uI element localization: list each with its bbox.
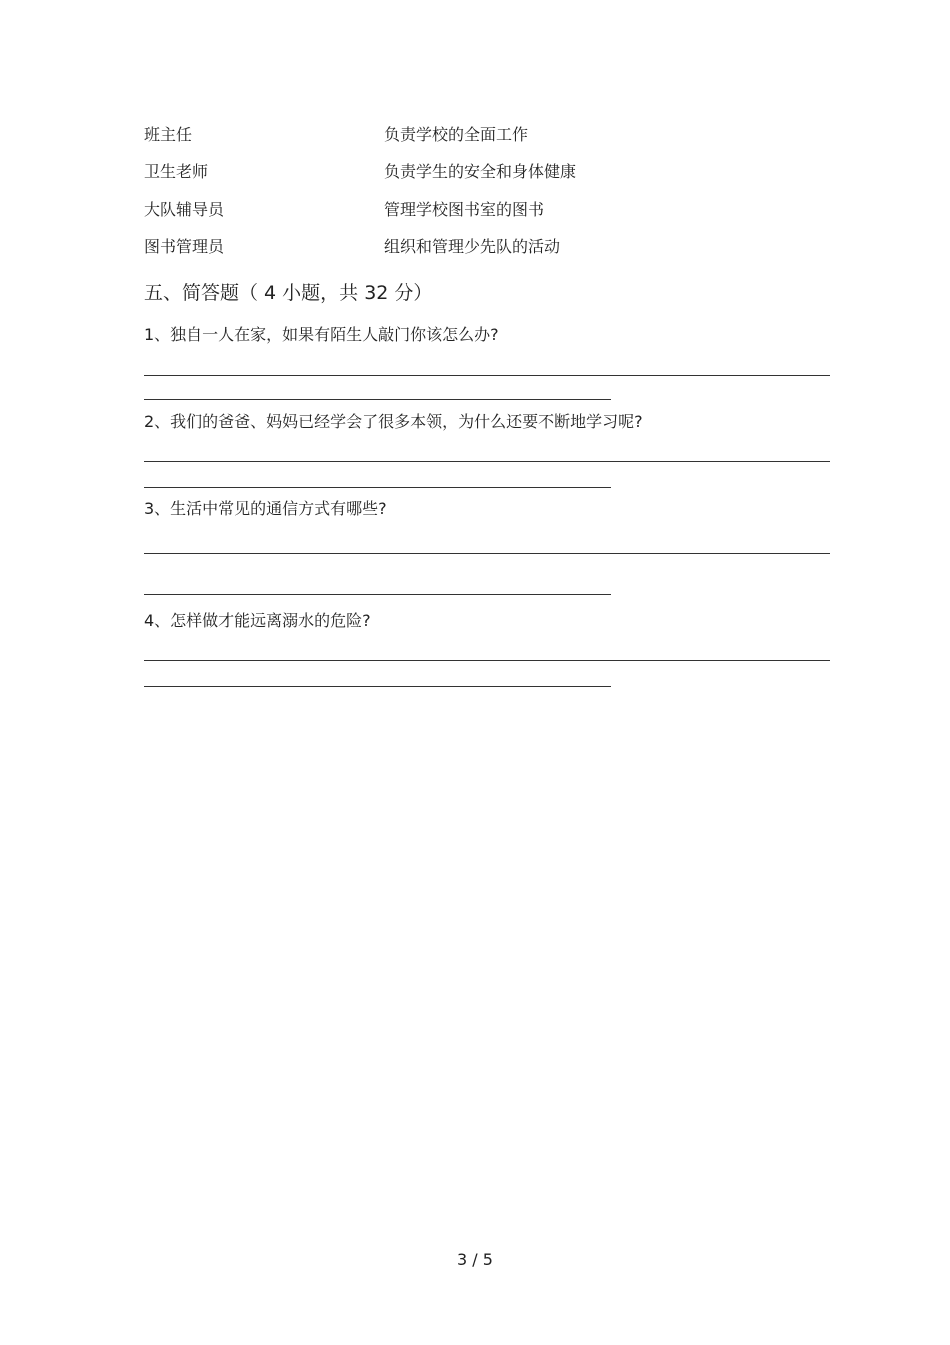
- matching-duty: 管理学校图书室的图书: [384, 200, 545, 219]
- matching-row: [0, 235, 950, 259]
- answer-line[interactable]: [144, 660, 830, 661]
- matching-row: [0, 123, 950, 147]
- section-heading: 五、简答题（ 4 小题，共 32 分）: [144, 282, 433, 304]
- answer-line[interactable]: [144, 375, 830, 376]
- question-text: 3、生活中常见的通信方式有哪些?: [144, 499, 387, 518]
- question-text: 2、我们的爸爸、妈妈已经学会了很多本领，为什么还要不断地学习呢?: [144, 412, 643, 431]
- answer-line[interactable]: [144, 594, 611, 595]
- matching-role: 卫生老师: [144, 162, 209, 181]
- matching-duty: 组织和管理少先队的活动: [384, 237, 561, 256]
- matching-duty: 负责学生的安全和身体健康: [384, 162, 577, 181]
- matching-role: 大队辅导员: [144, 200, 225, 219]
- question-text: 1、独自一人在家，如果有陌生人敲门你该怎么办?: [144, 325, 499, 344]
- page-number: 3 / 5: [457, 1250, 493, 1269]
- matching-role: 图书管理员: [144, 237, 225, 256]
- question-text: 4、怎样做才能远离溺水的危险?: [144, 611, 371, 630]
- answer-line[interactable]: [144, 461, 830, 462]
- matching-row: [0, 160, 950, 184]
- matching-duty: 负责学校的全面工作: [384, 125, 529, 144]
- answer-line[interactable]: [144, 399, 611, 400]
- answer-line[interactable]: [144, 553, 830, 554]
- answer-line[interactable]: [144, 686, 611, 687]
- matching-role: 班主任: [144, 125, 193, 144]
- matching-row: [0, 198, 950, 222]
- answer-line[interactable]: [144, 487, 611, 488]
